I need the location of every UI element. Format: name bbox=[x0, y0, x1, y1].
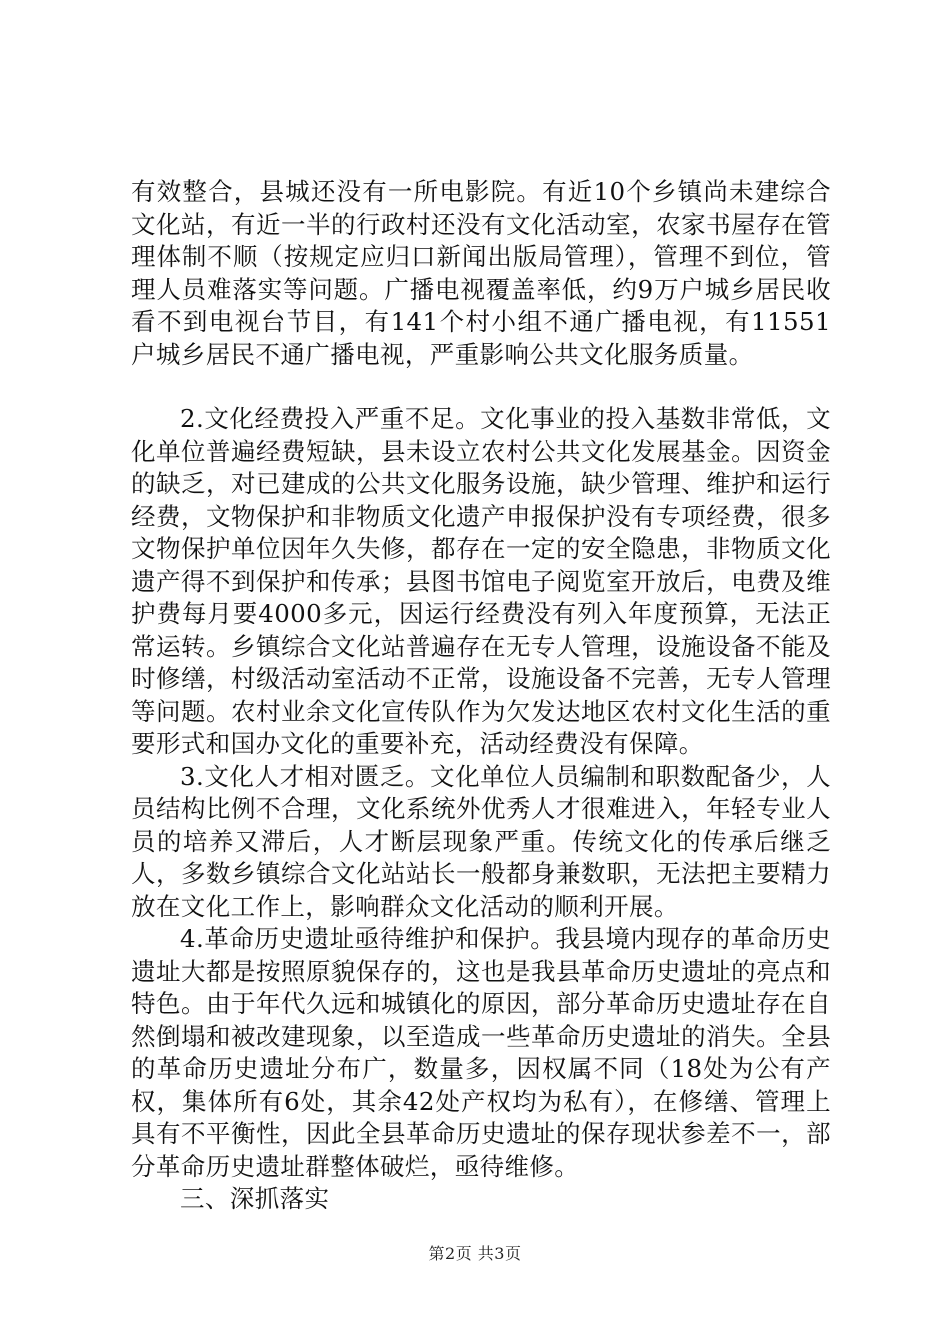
page-footer: 第2页 共3页 bbox=[428, 1244, 522, 1263]
paragraph-continuation: 有效整合，县城还没有一所电影院。有近10个乡镇尚未建综合文化站，有近一半的行政村还没有文化活动室，农家书屋存在管理体制不顺（按规定应归口新闻出版局管理），管理不到位，管理人员难落实等问题。广播电视覆盖率低，约9万户城乡居民收看不到电视台节目，有141个村小组不通广播电视，有11551户城乡居民不通广播电视，严重影响公共文化服务质量。 bbox=[131, 177, 831, 369]
paragraph-talent: 3.文化人才相对匮乏。文化单位人员编制和职数配备少，人员结构比例不合理，文化系统外优秀人才很难进入，年轻专业人员的培养又滞后，人才断层现象严重。传统文化的传承后继乏人，多数乡镇综合文化站站长一般都身兼数职，无法把主要精力放在文化工作上，影响群众文化活动的顺利开展。 bbox=[131, 761, 831, 921]
paragraph-funding: 2.文化经费投入严重不足。文化事业的投入基数非常低，文化单位普遍经费短缺，县未设立农村公共文化发展基金。因资金的缺乏，对已建成的公共文化服务设施，缺少管理、维护和运行经费，文物保护和非物质文化遗产申报保护没有专项经费，很多文物保护单位因年久失修，都存在一定的安全隐患，非物质文化遗产得不到保护和传承；县图书馆电子阅览室开放后，电费及维护费每月要4000多元，因运行经费没有列入年度预算，无法正常运转。乡镇综合文化站普遍存在无专人管理，设施设备不能及时修缮，村级活动室活动不正常，设施设备不完善，无专人管理等问题。农村业余文化宣传队作为欠发达地区农村文化生活的重要形式和国办文化的重要补充，活动经费没有保障。 bbox=[131, 404, 831, 758]
document-body bbox=[131, 176, 831, 1216]
paragraph-heritage-sites: 4.革命历史遗址亟待维护和保护。我县境内现存的革命历史遗址大都是按照原貌保存的，这也是我县革命历史遗址的亮点和特色。由于年代久远和城镇化的原因，部分革命历史遗址存在自然倒塌和被改建现象，以至造成一些革命历史遗址的消失。全县的革命历史遗址分布广，数量多，因权属不同（18处为公有产权，集体所有6处，其余42处产权均为私有），在修缮、管理上具有不平衡性，因此全县革命历史遗址的保存现状参差不一，部分革命历史遗址群整体破烂，亟待维修。 bbox=[131, 924, 831, 1181]
section-heading-implementation: 三、深抓落实 bbox=[180, 1184, 330, 1213]
